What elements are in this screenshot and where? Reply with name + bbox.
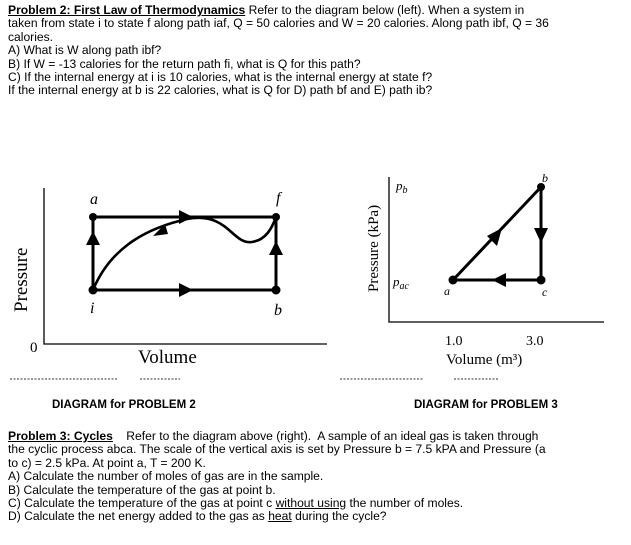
point-b3-label: b [542, 171, 548, 185]
problem-3-question-c-underline: without using [275, 496, 347, 511]
origin-label: 0 [30, 340, 38, 356]
problem-3-intro-2: the cyclic process abca. The scale of the vertical axis is set by Pressure b = 7.5 kPA and Pressure (a [8, 442, 546, 457]
problem-3-line-1 [8, 430, 628, 443]
problem-2-question-a: A) What is W along path ibf? [8, 43, 162, 58]
arrow-ca [492, 273, 506, 287]
problem-3-intro-1: Refer to the diagram above (right). A sample of an ideal gas is taken through [112, 429, 539, 443]
problem-2-intro-2: taken from state i to state f along path iaf, Q = 50 calories and W = 20 calories. Along path ibf, Q = 36 [8, 16, 549, 31]
point-c3-label: c [542, 285, 548, 299]
problem-2-question-c: C) If the internal energy at i is 10 calories, what is the internal energy at state f? [8, 70, 433, 85]
point-c3-dot [537, 276, 546, 285]
diagram3-axes [389, 177, 604, 322]
problem-3-question-d-pre: D) Calculate the net energy added to the gas as [8, 509, 269, 524]
diagram2-x-axis-label: Volume [138, 347, 197, 368]
point-b-label: b [274, 302, 282, 319]
problem-3-question-a: A) Calculate the number of moles of gas are in the sample. [8, 469, 324, 484]
problem-3-text [8, 430, 628, 524]
problem-2-question-b: B) If W = -13 calories for the return path fi, what is Q for this path? [8, 56, 361, 71]
diagram3-x-axis-label: Volume (m³) [446, 352, 523, 368]
problem-3-question-b: B) Calculate the temperature of the gas at point b. [8, 482, 276, 497]
problem-2-intro-1: Refer to the diagram below (left). When a system in [245, 3, 525, 17]
problem-2-intro-3: calories. [8, 29, 54, 44]
point-i-label: i [90, 300, 95, 317]
problem-3-intro-3: to c) = 2.5 kPa. At point a, T = 200 K. [8, 455, 206, 470]
diagram-2-caption: DIAGRAM for PROBLEM 2 [52, 399, 196, 411]
point-f-label: f [276, 190, 281, 207]
problem-3-title: Problem 3: Cycles [8, 429, 113, 443]
problem-3-question-d-underline: heat [268, 509, 292, 524]
problem-3-question-c [8, 497, 628, 510]
problem-3-question-d [8, 510, 628, 523]
diagram3-cycle [449, 183, 549, 287]
problem-2-question-de: If the internal energy at b is 22 calories, what is Q for D) path bf and E) path ib? [8, 83, 433, 98]
problem-3-question-d-post: during the cycle? [291, 509, 387, 524]
diagram-3-caption: DIAGRAM for PROBLEM 3 [414, 399, 558, 411]
problem-3-question-c-post: the number of moles. [346, 496, 464, 511]
arrow-bc [534, 228, 548, 243]
point-a-label: a [90, 191, 98, 208]
tick-1-label: 1.0 [445, 334, 463, 349]
problem-2-title: Problem 2: First Law of Thermodynamics [8, 3, 246, 17]
diagram2-y-axis-label: Pressure [11, 247, 32, 312]
diagram3-y-axis-label: Pressure (kPa) [366, 204, 382, 292]
point-a3-label: a [444, 284, 450, 298]
problem-3-question-c-pre: C) Calculate the temperature of the gas at point c [8, 496, 276, 511]
pb-label: $p_b$ [396, 178, 408, 196]
pac-label: $p_{ac}$ [393, 274, 409, 292]
tick-3-label: 3.0 [526, 334, 544, 349]
